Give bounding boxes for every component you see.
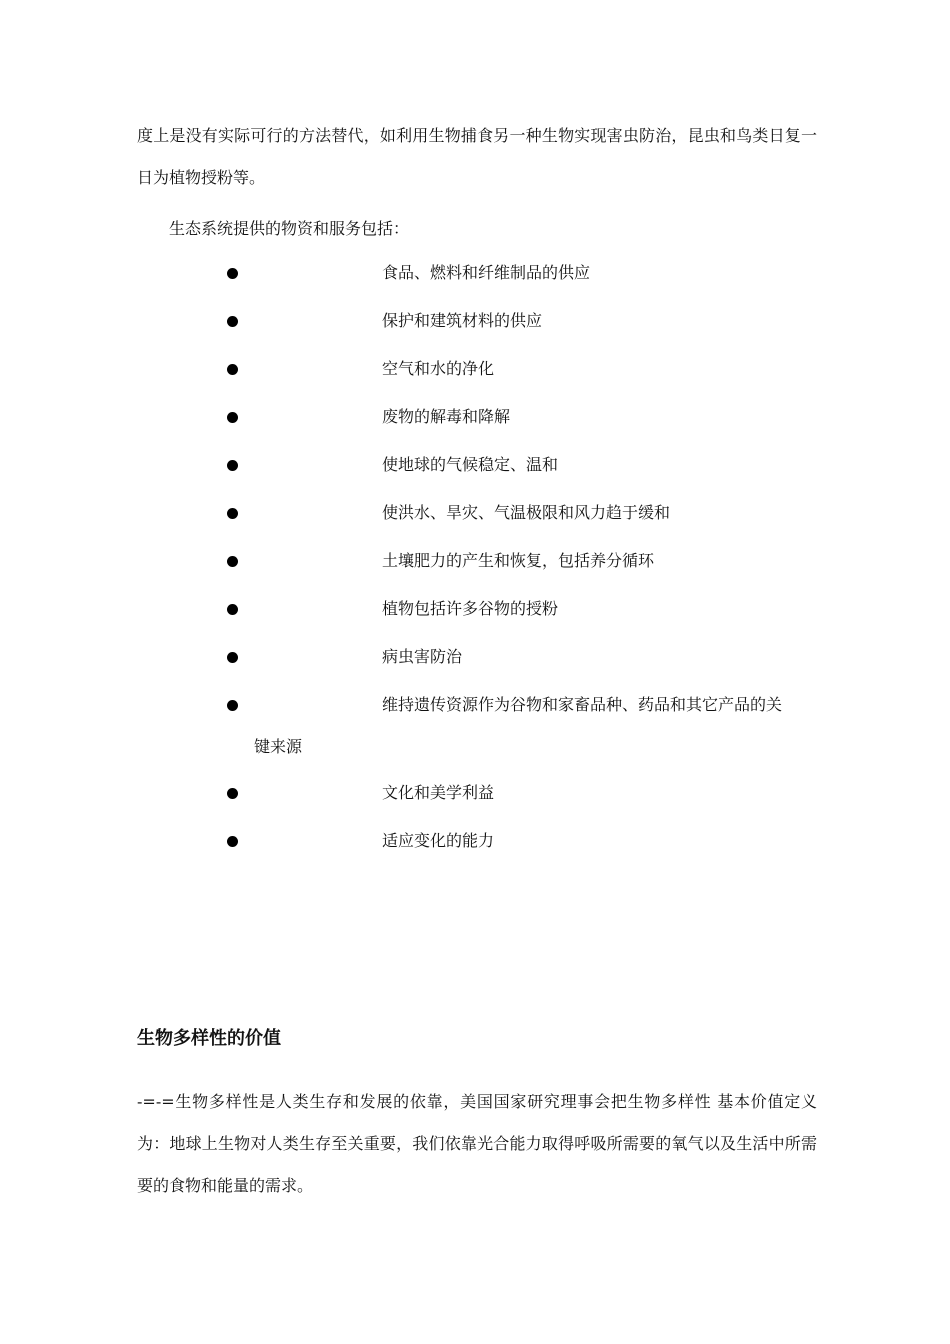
list-item-text: 病虫害防治 <box>382 647 463 666</box>
bullet-dot-icon <box>227 652 238 663</box>
list-item-text: 空气和水的净化 <box>382 359 495 378</box>
bullet-dot-icon <box>227 316 238 327</box>
bullet-dot-icon <box>227 836 238 847</box>
list-item-text-continuation: 键来源 <box>254 737 303 756</box>
list-item-text: 文化和美学利益 <box>382 783 495 802</box>
list-item <box>0 546 950 576</box>
bullet-dot-icon <box>227 700 238 711</box>
bullet-dot-icon <box>227 604 238 615</box>
list-item <box>0 402 950 432</box>
list-item <box>0 306 950 336</box>
list-item-text: 食品、燃料和纤维制品的供应 <box>382 263 591 282</box>
list-item <box>0 498 950 528</box>
top-paragraph: 度上是没有实际可行的方法替代，如利用生物捕食另一种生物实现害虫防治，昆虫和鸟类日复一日为植物授粉等。 <box>137 126 817 187</box>
list-item <box>0 826 950 856</box>
list-item <box>0 594 950 624</box>
list-item-text: 植物包括许多谷物的授粉 <box>382 599 559 618</box>
bullet-dot-icon <box>227 556 238 567</box>
section-heading: 生物多样性的价值 <box>137 1028 281 1049</box>
services-intro: 生态系统提供的物资和服务包括： <box>169 219 410 238</box>
bullet-dot-icon <box>227 788 238 799</box>
list-item-text: 土壤肥力的产生和恢复，包括养分循环 <box>382 551 655 570</box>
bullet-dot-icon <box>227 412 238 423</box>
list-item-text: 保护和建筑材料的供应 <box>382 311 543 330</box>
bullet-dot-icon <box>227 268 238 279</box>
list-item-text: 使地球的气候稳定、温和 <box>382 455 559 474</box>
list-item <box>0 258 950 288</box>
list-item <box>0 450 950 480</box>
bullet-dot-icon <box>227 508 238 519</box>
list-item-text: 适应变化的能力 <box>382 831 495 850</box>
list-item <box>0 354 950 384</box>
list-item-text: 使洪水、旱灾、气温极限和风力趋于缓和 <box>382 503 671 522</box>
list-item <box>0 642 950 672</box>
bullet-dot-icon <box>227 460 238 471</box>
list-item <box>0 778 950 808</box>
list-item-text: 废物的解毒和降解 <box>382 407 511 426</box>
list-item-text: 维持遗传资源作为谷物和家畜品种、药品和其它产品的关 <box>382 695 783 714</box>
bullet-dot-icon <box>227 364 238 375</box>
list-item <box>0 690 950 762</box>
bottom-paragraph: -=-=生物多样性是人类生存和发展的依靠，美国国家研究理事会把生物多样性 基本价值定义为：地球上生物对人类生存至关重要，我们依靠光合能力取得呼吸所需要的氧气以及生活中所需要的食物和能量的需求。 <box>137 1092 817 1195</box>
